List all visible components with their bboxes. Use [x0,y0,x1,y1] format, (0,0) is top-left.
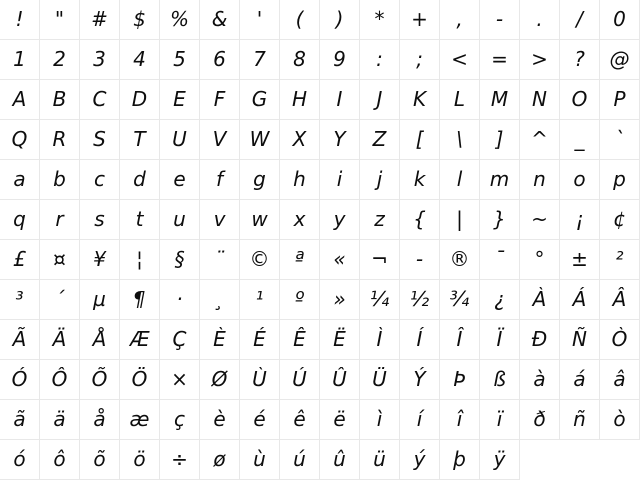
glyph-cell: Ñ [560,320,600,360]
glyph-cell: | [440,200,480,240]
glyph-cell: Ç [160,320,200,360]
glyph-cell: ¾ [440,280,480,320]
glyph-cell: t [120,200,160,240]
glyph-cell: ¬ [360,240,400,280]
glyph-cell: " [40,0,80,40]
glyph-cell: ø [200,440,240,480]
glyph-cell: ¥ [80,240,120,280]
glyph-cell: M [480,80,520,120]
glyph-cell: L [440,80,480,120]
glyph-cell: + [400,0,440,40]
glyph-cell: ª [280,240,320,280]
glyph-cell: S [80,120,120,160]
glyph-cell: m [480,160,520,200]
glyph-cell: ¯ [480,240,520,280]
glyph-cell: ¹ [240,280,280,320]
glyph-cell: Å [80,320,120,360]
glyph-cell: × [160,360,200,400]
glyph-cell: û [320,440,360,480]
glyph-cell: > [520,40,560,80]
glyph-cell: e [160,160,200,200]
glyph-cell: y [320,200,360,240]
glyph-cell: ¿ [480,280,520,320]
glyph-cell: é [240,400,280,440]
glyph-cell: ® [440,240,480,280]
glyph-cell: à [520,360,560,400]
glyph-cell: g [240,160,280,200]
glyph-cell: p [600,160,640,200]
glyph-cell: / [560,0,600,40]
glyph-cell: ß [480,360,520,400]
glyph-cell: æ [120,400,160,440]
glyph-cell: ¨ [200,240,240,280]
glyph-cell: Ä [40,320,80,360]
glyph-cell: Ý [400,360,440,400]
glyph-cell: ¢ [600,200,640,240]
glyph-cell: Ú [280,360,320,400]
glyph-cell: ù [240,440,280,480]
glyph-cell: - [480,0,520,40]
glyph-cell: o [560,160,600,200]
glyph-cell: { [400,200,440,240]
glyph-cell: _ [560,120,600,160]
glyph-cell: ÿ [480,440,520,480]
glyph-cell: Ö [120,360,160,400]
glyph-cell: ¼ [360,280,400,320]
glyph-cell: È [200,320,240,360]
glyph-cell: ! [0,0,40,40]
glyph-cell: þ [440,440,480,480]
glyph-cell: 6 [200,40,240,80]
glyph-cell: ` [600,120,640,160]
glyph-cell: ^ [520,120,560,160]
glyph-cell: 1 [0,40,40,80]
glyph-cell: Z [360,120,400,160]
glyph-cell: è [200,400,240,440]
glyph-cell: ¤ [40,240,80,280]
glyph-cell: @ [600,40,640,80]
glyph-cell: a [0,160,40,200]
glyph-cell: : [360,40,400,80]
glyph-cell: Õ [80,360,120,400]
glyph-cell: ¸ [200,280,240,320]
glyph-cell: Ï [480,320,520,360]
glyph-cell: ~ [520,200,560,240]
glyph-cell: ï [480,400,520,440]
glyph-cell: 3 [80,40,120,80]
glyph-cell: © [240,240,280,280]
glyph-cell: ÷ [160,440,200,480]
glyph-cell: P [600,80,640,120]
glyph-cell: 7 [240,40,280,80]
glyph-cell: 2 [40,40,80,80]
glyph-cell: ( [280,0,320,40]
glyph-cell: ë [320,400,360,440]
glyph-cell: ] [480,120,520,160]
glyph-cell: § [160,240,200,280]
glyph-cell: ) [320,0,360,40]
glyph-cell: } [480,200,520,240]
glyph-cell: < [440,40,480,80]
glyph-cell: ð [520,400,560,440]
glyph-cell: 9 [320,40,360,80]
glyph-cell: Ü [360,360,400,400]
glyph-cell: À [520,280,560,320]
glyph-cell: r [40,200,80,240]
glyph-cell: u [160,200,200,240]
glyph-cell: K [400,80,440,120]
glyph-cell: · [160,280,200,320]
glyph-cell: í [400,400,440,440]
glyph-cell: ² [600,240,640,280]
glyph-cell: õ [80,440,120,480]
glyph-cell: £ [0,240,40,280]
glyph-cell: ¶ [120,280,160,320]
glyph-cell: j [360,160,400,200]
glyph-cell: ¦ [120,240,160,280]
glyph-cell: . [520,0,560,40]
glyph-cell: W [240,120,280,160]
glyph-cell: 0 [600,0,640,40]
glyph-cell: Ô [40,360,80,400]
glyph-cell: » [320,280,360,320]
glyph-cell: f [200,160,240,200]
glyph-cell: v [200,200,240,240]
glyph-cell: ' [240,0,280,40]
glyph-cell: ± [560,240,600,280]
glyph-cell: Ã [0,320,40,360]
glyph-cell: k [400,160,440,200]
glyph-cell: ´ [40,280,80,320]
glyph-cell: ê [280,400,320,440]
glyph-cell: i [320,160,360,200]
glyph-cell: l [440,160,480,200]
glyph-cell: µ [80,280,120,320]
glyph-cell: á [560,360,600,400]
glyph-cell: D [120,80,160,120]
glyph-cell: d [120,160,160,200]
glyph-cell: Î [440,320,480,360]
glyph-cell: Ø [200,360,240,400]
glyph-cell: Í [400,320,440,360]
glyph-cell: ý [400,440,440,480]
glyph-cell: ò [600,400,640,440]
glyph-cell: ç [160,400,200,440]
glyph-cell: Þ [440,360,480,400]
glyph-cell: â [600,360,640,400]
glyph-cell: ³ [0,280,40,320]
glyph-cell: ô [40,440,80,480]
glyph-cell: F [200,80,240,120]
glyph-cell: N [520,80,560,120]
glyph-cell: c [80,160,120,200]
glyph-cell: ä [40,400,80,440]
glyph-cell: ; [400,40,440,80]
glyph-cell: w [240,200,280,240]
glyph-cell: Ù [240,360,280,400]
glyph-cell: U [160,120,200,160]
glyph-cell: ü [360,440,400,480]
glyph-cell: V [200,120,240,160]
glyph-cell: I [320,80,360,120]
glyph-cell: 5 [160,40,200,80]
glyph-cell: Ë [320,320,360,360]
glyph-cell: ú [280,440,320,480]
glyph-cell: G [240,80,280,120]
glyph-cell: ó [0,440,40,480]
glyph-cell: * [360,0,400,40]
glyph-cell: # [80,0,120,40]
glyph-cell: å [80,400,120,440]
glyph-cell: ñ [560,400,600,440]
glyph-cell: b [40,160,80,200]
glyph-cell: $ [120,0,160,40]
glyph-cell: C [80,80,120,120]
glyph-cell: & [200,0,240,40]
glyph-cell: J [360,80,400,120]
glyph-cell: Ó [0,360,40,400]
glyph-cell: ? [560,40,600,80]
glyph-cell: 4 [120,40,160,80]
glyph-cell: \ [440,120,480,160]
glyph-cell: [ [400,120,440,160]
glyph-cell: Y [320,120,360,160]
glyph-cell: = [480,40,520,80]
glyph-cell: Q [0,120,40,160]
glyph-cell: O [560,80,600,120]
glyph-cell: n [520,160,560,200]
glyph-cell: ö [120,440,160,480]
glyph-cell: É [240,320,280,360]
glyph-cell: z [360,200,400,240]
glyph-cell: q [0,200,40,240]
glyph-cell: 8 [280,40,320,80]
glyph-cell: Ì [360,320,400,360]
glyph-cell: « [320,240,360,280]
glyph-cell: î [440,400,480,440]
glyph-cell: ½ [400,280,440,320]
glyph-cell: Ê [280,320,320,360]
glyph-cell: º [280,280,320,320]
glyph-cell: H [280,80,320,120]
glyph-cell: Æ [120,320,160,360]
glyph-cell: E [160,80,200,120]
glyph-cell: X [280,120,320,160]
glyph-cell: A [0,80,40,120]
glyph-cell: Ò [600,320,640,360]
glyph-cell: Á [560,280,600,320]
glyph-cell: - [400,240,440,280]
glyph-cell: , [440,0,480,40]
glyph-cell: Û [320,360,360,400]
glyph-cell: Ð [520,320,560,360]
glyph-cell: x [280,200,320,240]
glyph-cell: Â [600,280,640,320]
glyph-cell: T [120,120,160,160]
glyph-cell: ã [0,400,40,440]
glyph-cell: % [160,0,200,40]
glyph-cell: s [80,200,120,240]
glyph-cell: R [40,120,80,160]
glyph-cell: ì [360,400,400,440]
glyph-cell: B [40,80,80,120]
glyph-cell: ° [520,240,560,280]
glyph-cell: ¡ [560,200,600,240]
glyph-cell: h [280,160,320,200]
